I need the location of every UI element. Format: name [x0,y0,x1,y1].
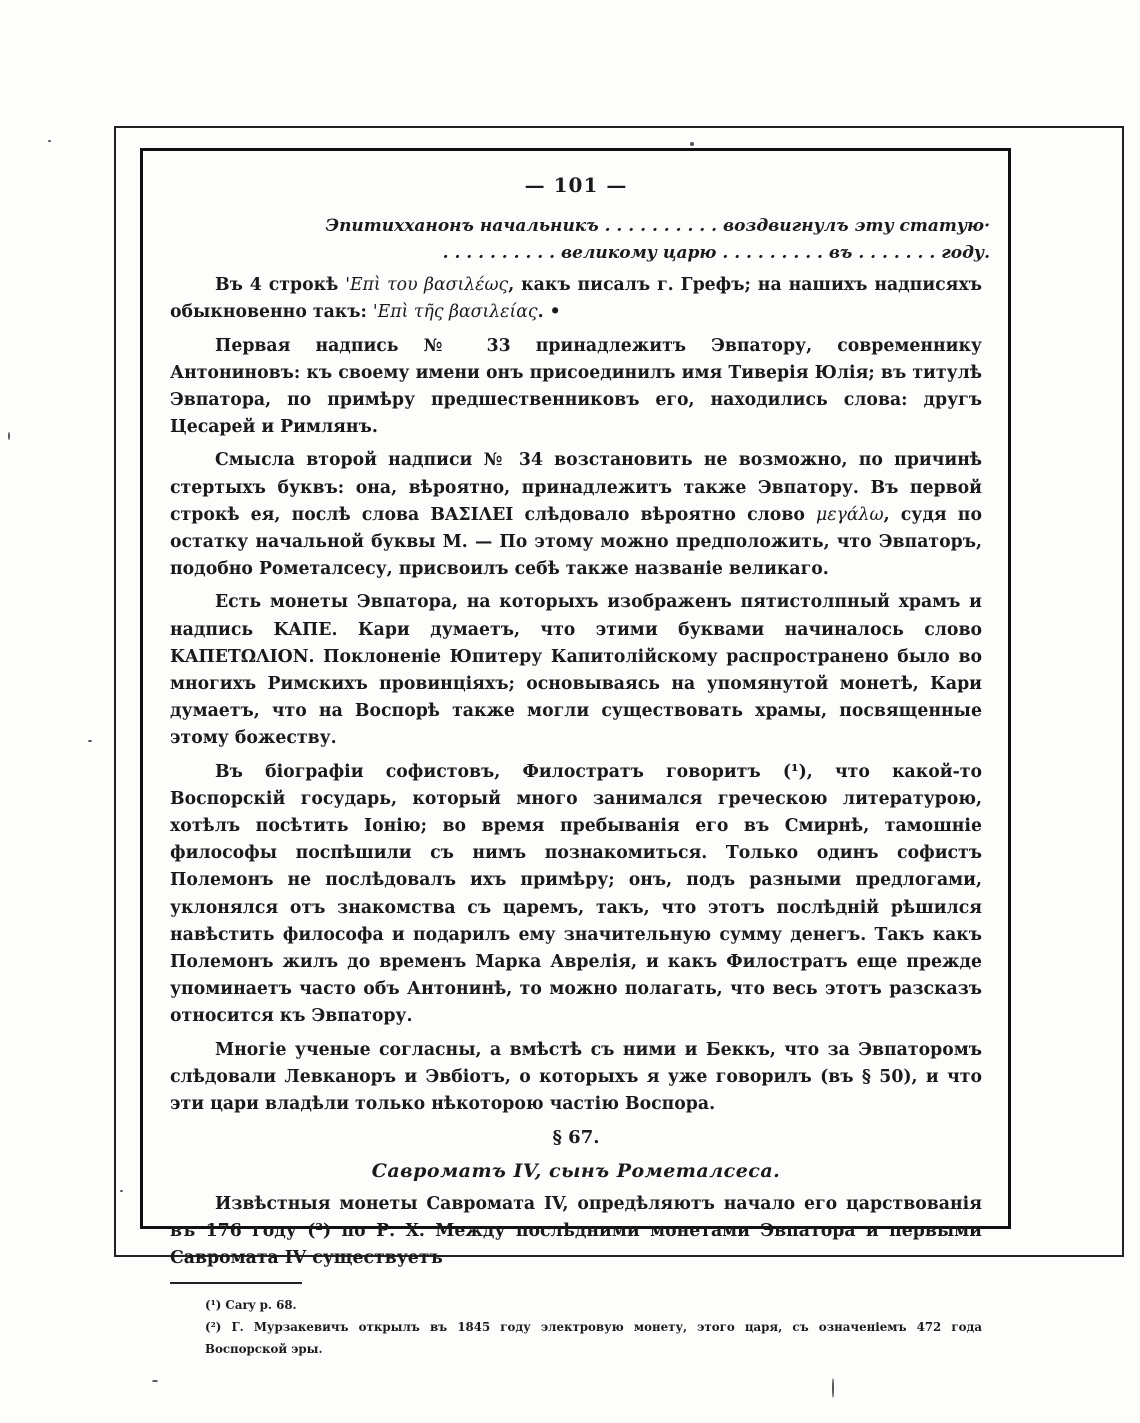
scan-speck [120,1190,123,1192]
footnote-divider [170,1282,302,1284]
section-number: § 67. [552,1127,600,1149]
paragraph: Многіе ученые согласны, а вмѣстѣ съ ними и Беккъ, что за Эвпаторомъ слѣдовали Левканоръ и Эвбіотъ, о которыхъ я уже говорилъ (въ § 50), и что эти цари владѣли только нѣкоторою частію Воспора. [170,1039,982,1115]
inscription-line: . . . . . . . . . . великому царю . . . . . . . . . въ . . . . . . . году. [442,243,990,264]
paragraph: Есть монеты Эвпатора, на которыхъ изображенъ пятистолпный храмъ и надпись ΚΑΠΕ. Кари думаетъ, что этими буквами начиналось слово ΚΑΠΕΤΩΛΙΟΝ. Поклоненіе Юпитеру Капитолійскому распространено было во многихъ Римскихъ провинціяхъ; основываясь на упомянутой монетѣ, Кари думаетъ, что на Воспорѣ также могли существовать храмы, посвященные этому божеству. [170,592,982,749]
scan-speck [88,740,92,742]
paragraph: Въ 4 строкѣ 'Επὶ του βασιλέως, какъ писалъ г. Грефъ; на нашихъ надписяхъ обыкновенно такъ: 'Επὶ τῆς βασιλείας. • [170,275,982,323]
inscription-line: Эпитихханонъ начальникъ . . . . . . . . . . воздвигнулъ эту статую· [325,216,990,237]
section-title: Савроматъ IV, сынъ Рометалсеса. [371,1159,781,1182]
inscription-translation [170,213,1064,267]
scan-speck [690,142,694,146]
greek-text: 'Επὶ του βασιλέως [345,275,509,296]
paragraph: Первая надпись № 33 принадлежитъ Эвпатору, современнику Антониновъ: къ своему имени онъ присоединилъ имя Тиверія Юлія; въ титулѣ Эвпатора, по примѣру предшественниковъ его, находились слова: другъ Цесарей и Римлянъ. [170,335,982,438]
scan-speck [832,1378,834,1398]
page-content [170,172,990,1360]
scan-speck [152,1380,158,1382]
paragraph: Смысла второй надписи № 34 возстановить не возможно, по причинѣ стертыхъ буквъ: она, вѣроятно, принадлежитъ также Эвпатору. Въ первой строкѣ ея, послѣ слова ΒΑΣΙΛΕΙ слѣдовало вѣроятно слово μεγάλω, судя по остатку начальной буквы М. — По этому можно предположить, что Эвпаторъ, подобно Рометалсесу, присвоилъ себѣ также названіе великаго. [170,450,982,580]
greek-text: 'Επὶ τῆς βασιλείας [372,302,538,323]
paragraph: Въ біографіи софистовъ, Филостратъ говоритъ (¹), что какой-то Воспорскій государь, который много занимался греческою литературою, хотѣлъ посѣтить Іонію; во время пребыванія его въ Смирнѣ, тамошніе философы поспѣшили съ нимъ познакомиться. Только одинъ софистъ Полемонъ не послѣдовалъ ихъ примѣру; онъ, подъ разными предлогами, уклонялся отъ знакомства съ царемъ, такъ, что этотъ послѣдній рѣшился навѣстить философа и подарилъ ему значительную сумму денегъ. Такъ какъ Полемонъ жилъ до временъ Марка Аврелія, и какъ Филостратъ еще прежде упоминаетъ часто объ Антонинѣ, то можно полагать, что весь этотъ разсказъ относится къ Эвпатору. [170,761,982,1027]
page-number: — 101 — [524,173,628,197]
paragraph: Извѣстныя монеты Савромата IV, опредѣляютъ начало его царствованія въ 176 году (²) по Р. Х. Между послѣдними монетами Эвпатора и первыми Савромата IV существуетъ [170,1193,982,1269]
footnote: (²) Г. Мурзакевичъ открылъ въ 1845 году электровую монету, этого царя, съ означеніемъ 472 года Воспорской эры. [205,1320,982,1357]
scan-speck [48,140,51,142]
scan-speck [8,432,10,440]
greek-text: μεγάλω [816,504,884,525]
footnote: (¹) Cary p. 68. [205,1298,297,1313]
